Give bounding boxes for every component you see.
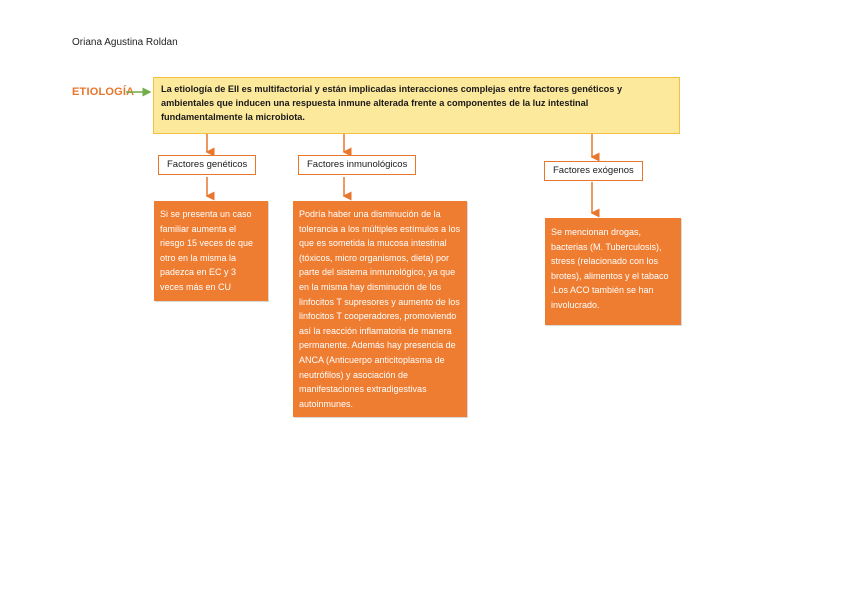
factor-label-geneticos: Factores genéticos bbox=[158, 155, 256, 175]
factor-label-inmunologicos: Factores inmunológicos bbox=[298, 155, 416, 175]
detail-box-geneticos: Si se presenta un caso familiar aumenta el riesgo 15 veces de que otro en la misma la padezca en EC y 3 veces más en CU bbox=[154, 201, 268, 301]
factor-label-exogenos: Factores exógenos bbox=[544, 161, 643, 181]
root-description-box: La etiología de EII es multifactorial y están implicadas interacciones complejas entre factores genéticos y ambientales que inducen una respuesta inmune alterada frente a componentes de la luz intestinal fundamentalmente la microbiota. bbox=[153, 77, 680, 134]
detail-box-exogenos: Se mencionan drogas, bacterias (M. Tuberculosis), stress (relacionado con los brotes), alimentos y el tabaco .Los ACO también se han involucrado. bbox=[545, 218, 681, 325]
root-label: ETIOLOGÍA bbox=[72, 86, 135, 98]
detail-box-inmunologicos: Podría haber una disminución de la tolerancia a los múltiples estímulos a los que es sometida la mucosa intestinal (tóxicos, micro organismos, dieta) por parte del sistema inmunológico, ya que en la misma hay disminución de los linfocitos T supresores y aumento de los linfocitos T cooperadores, promoviendo así la reacción inflamatoria de manera permanente. Además hay presencia de ANCA (Anticuerpo anticitoplasma de neutrófilos) y asociación de manifestaciones extradigestivas autoinmunes. bbox=[293, 201, 467, 417]
author-name: Oriana Agustina Roldan bbox=[72, 37, 178, 48]
